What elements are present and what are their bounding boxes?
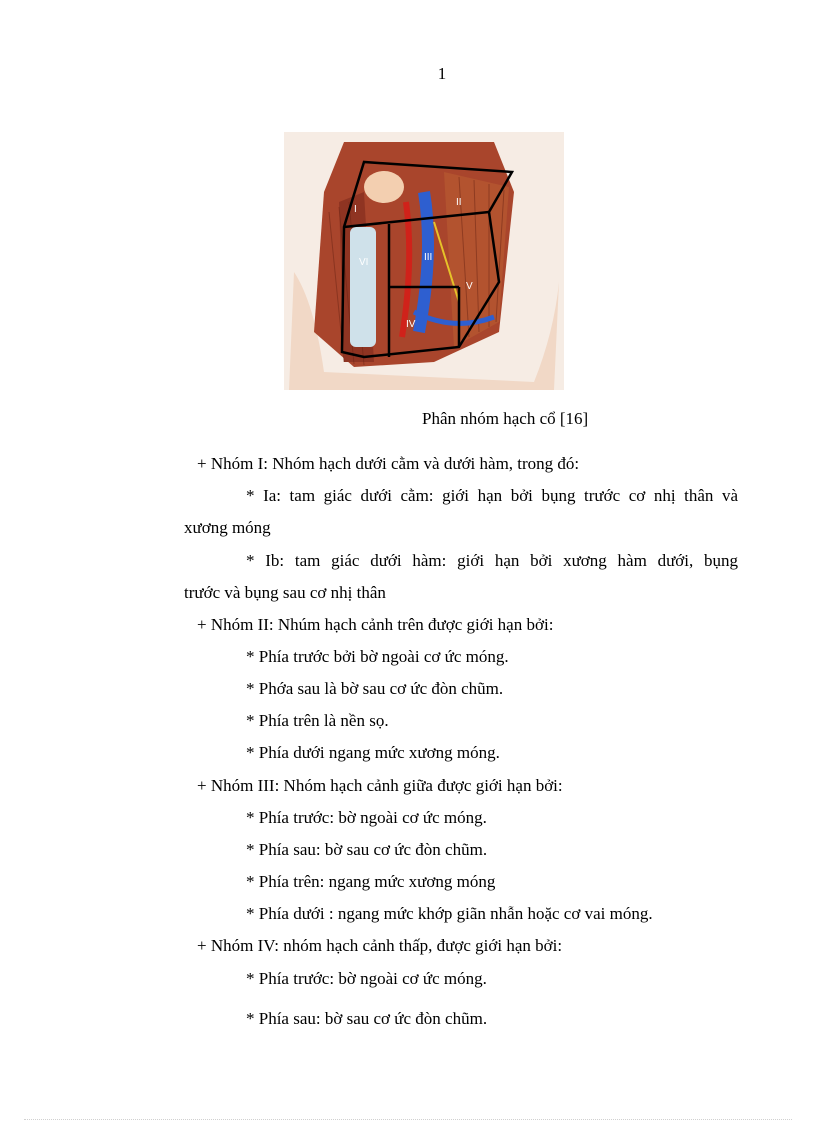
list-item: * Phía sau: bờ sau cơ ức đòn chũm.	[246, 1009, 488, 1028]
list-item: * Phía trên: ngang mức xương móng	[246, 872, 496, 891]
page-bottom-divider	[24, 1119, 792, 1120]
list-item: * Phớa sau là bờ sau cơ ức đòn chũm.	[246, 679, 504, 698]
zone-label-2: II	[456, 197, 462, 208]
list-item: * Phía sau: bờ sau cơ ức đòn chũm.	[246, 840, 488, 859]
list-item: * Ia: tam giác dưới cằm: giới hạn bởi bụng trước cơ nhị thân và	[246, 486, 738, 505]
zone-label-1: I	[354, 204, 357, 215]
figure-caption: Phân nhóm hạch cổ [16]	[422, 409, 589, 428]
zone-label-5: V	[466, 281, 473, 292]
list-item: * Phía trước: bờ ngoài cơ ức móng.	[246, 808, 487, 827]
list-item: * Phía trên là nền sọ.	[246, 711, 389, 730]
group-heading-3: + Nhóm III: Nhóm hạch cảnh giữa được giới hạn bởi:	[197, 776, 563, 795]
group-heading-2: + Nhóm II: Nhúm hạch cảnh trên được giới hạn bởi:	[197, 615, 554, 634]
list-item-continuation: trước và bụng sau cơ nhị thân	[184, 583, 386, 602]
zone-label-6: VI	[359, 257, 369, 268]
list-item: * Phía dưới ngang mức xương móng.	[246, 743, 500, 762]
zone-label-4: IV	[406, 319, 416, 330]
neck-lymph-node-illustration	[284, 132, 564, 390]
anatomy-drawing	[284, 132, 564, 390]
list-item: * Phía dưới : ngang mức khớp giãn nhẫn hoặc cơ vai móng.	[246, 904, 653, 923]
page-number: 1	[437, 64, 447, 83]
list-item: * Phía trước bởi bờ ngoài cơ ức móng.	[246, 647, 509, 666]
group-heading-4: + Nhóm IV: nhóm hạch cảnh thấp, được giới hạn bởi:	[197, 936, 563, 955]
group-heading-1: + Nhóm I: Nhóm hạch dưới cằm và dưới hàm, trong đó:	[197, 454, 580, 473]
list-item: * Phía trước: bờ ngoài cơ ức móng.	[246, 969, 487, 988]
zone-label-3: III	[424, 252, 433, 263]
list-item: * Ib: tam giác dưới hàm: giới hạn bởi xương hàm dưới, bụng	[246, 551, 738, 570]
list-item-continuation: xương móng	[184, 518, 271, 537]
